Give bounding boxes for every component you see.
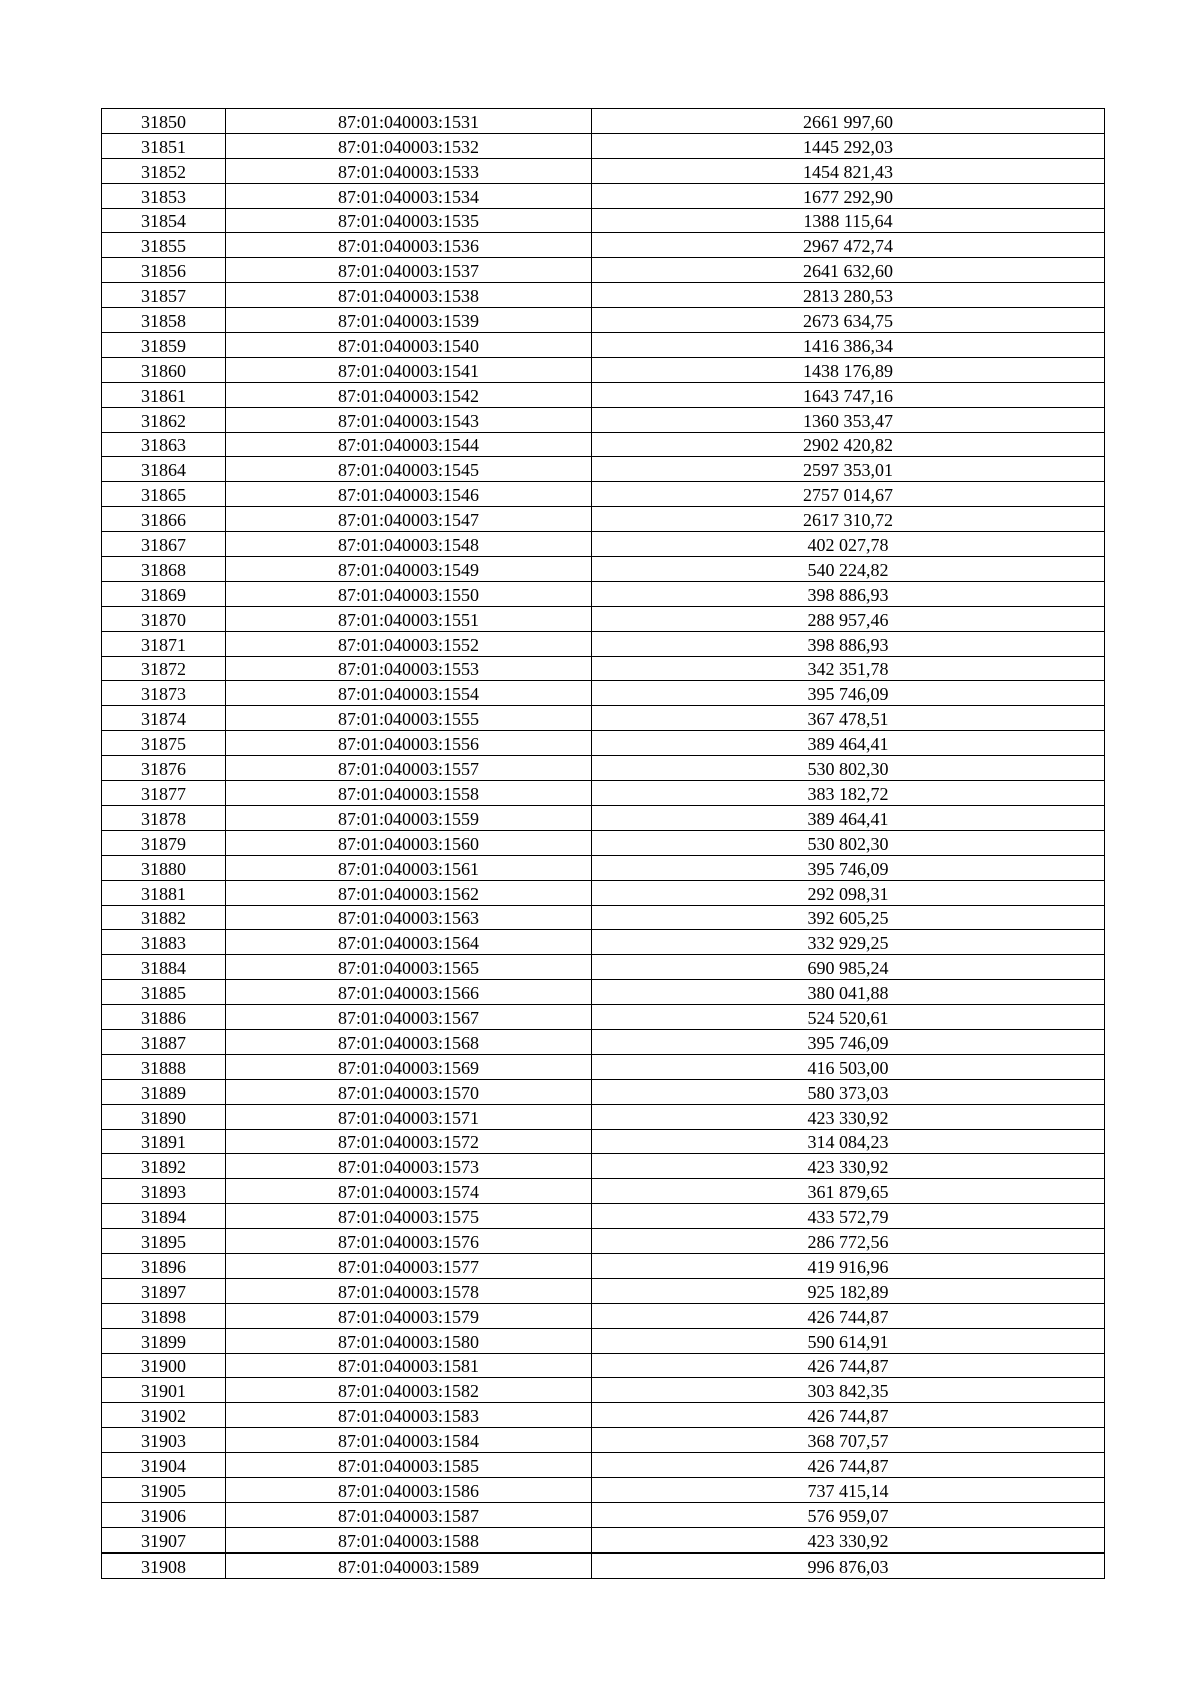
table-row — [102, 631, 1105, 656]
cadastral-value-cell: 1388 115,64 — [592, 208, 1105, 233]
table-row — [102, 781, 1105, 806]
table-row — [102, 1029, 1105, 1054]
row-number-cell: 31871 — [102, 631, 226, 656]
table-row — [102, 258, 1105, 283]
cadastral-value-cell: 1454 821,43 — [592, 158, 1105, 183]
cadastral-number-cell: 87:01:040003:1547 — [226, 507, 592, 532]
row-number-cell: 31858 — [102, 308, 226, 333]
table-row — [102, 382, 1105, 407]
row-number-cell: 31856 — [102, 258, 226, 283]
table-row — [102, 1179, 1105, 1204]
row-number-cell: 31895 — [102, 1229, 226, 1254]
row-number-cell: 31902 — [102, 1403, 226, 1428]
cadastral-number-cell: 87:01:040003:1562 — [226, 880, 592, 905]
table-row — [102, 233, 1105, 258]
cadastral-number-cell: 87:01:040003:1561 — [226, 855, 592, 880]
cadastral-value-table — [101, 108, 1105, 1579]
row-number-cell: 31873 — [102, 681, 226, 706]
cadastral-number-cell: 87:01:040003:1557 — [226, 756, 592, 781]
cadastral-number-cell: 87:01:040003:1563 — [226, 905, 592, 930]
table-row — [102, 955, 1105, 980]
row-number-cell: 31889 — [102, 1079, 226, 1104]
cadastral-number-cell: 87:01:040003:1571 — [226, 1104, 592, 1129]
row-number-cell: 31883 — [102, 930, 226, 955]
cadastral-value-cell: 303 842,35 — [592, 1378, 1105, 1403]
cadastral-value-cell: 389 464,41 — [592, 731, 1105, 756]
cadastral-number-cell: 87:01:040003:1566 — [226, 980, 592, 1005]
row-number-cell: 31855 — [102, 233, 226, 258]
cadastral-value-cell: 398 886,93 — [592, 581, 1105, 606]
cadastral-value-cell: 395 746,09 — [592, 681, 1105, 706]
table-row — [102, 706, 1105, 731]
cadastral-number-cell: 87:01:040003:1541 — [226, 357, 592, 382]
table-row — [102, 1328, 1105, 1353]
cadastral-number-cell: 87:01:040003:1588 — [226, 1527, 592, 1552]
cadastral-number-cell: 87:01:040003:1543 — [226, 407, 592, 432]
row-number-cell: 31869 — [102, 581, 226, 606]
row-number-cell: 31854 — [102, 208, 226, 233]
cadastral-value-cell: 2641 632,60 — [592, 258, 1105, 283]
cadastral-value-cell: 996 876,03 — [592, 1553, 1105, 1578]
cadastral-number-cell: 87:01:040003:1573 — [226, 1154, 592, 1179]
cadastral-number-cell: 87:01:040003:1554 — [226, 681, 592, 706]
cadastral-value-cell: 2617 310,72 — [592, 507, 1105, 532]
table-row — [102, 1303, 1105, 1328]
row-number-cell: 31861 — [102, 382, 226, 407]
cadastral-number-cell: 87:01:040003:1546 — [226, 482, 592, 507]
cadastral-number-cell: 87:01:040003:1542 — [226, 382, 592, 407]
row-number-cell: 31906 — [102, 1502, 226, 1527]
row-number-cell: 31881 — [102, 880, 226, 905]
table-row — [102, 880, 1105, 905]
table-row — [102, 606, 1105, 631]
table-row — [102, 1204, 1105, 1229]
cadastral-number-cell: 87:01:040003:1578 — [226, 1278, 592, 1303]
cadastral-value-cell: 398 886,93 — [592, 631, 1105, 656]
row-number-cell: 31887 — [102, 1029, 226, 1054]
cadastral-number-cell: 87:01:040003:1570 — [226, 1079, 592, 1104]
row-number-cell: 31892 — [102, 1154, 226, 1179]
row-number-cell: 31888 — [102, 1054, 226, 1079]
table-row — [102, 855, 1105, 880]
row-number-cell: 31886 — [102, 1005, 226, 1030]
cadastral-value-cell: 2757 014,67 — [592, 482, 1105, 507]
cadastral-number-cell: 87:01:040003:1537 — [226, 258, 592, 283]
row-number-cell: 31894 — [102, 1204, 226, 1229]
cadastral-number-cell: 87:01:040003:1575 — [226, 1204, 592, 1229]
table-row — [102, 1353, 1105, 1378]
row-number-cell: 31851 — [102, 133, 226, 158]
cadastral-value-cell: 1677 292,90 — [592, 183, 1105, 208]
cadastral-number-cell: 87:01:040003:1587 — [226, 1502, 592, 1527]
cadastral-number-cell: 87:01:040003:1576 — [226, 1229, 592, 1254]
cadastral-number-cell: 87:01:040003:1532 — [226, 133, 592, 158]
row-number-cell: 31904 — [102, 1453, 226, 1478]
table-row — [102, 333, 1105, 358]
row-number-cell: 31866 — [102, 507, 226, 532]
row-number-cell: 31852 — [102, 158, 226, 183]
cadastral-number-cell: 87:01:040003:1579 — [226, 1303, 592, 1328]
cadastral-number-cell: 87:01:040003:1536 — [226, 233, 592, 258]
row-number-cell: 31850 — [102, 109, 226, 134]
cadastral-number-cell: 87:01:040003:1553 — [226, 656, 592, 681]
cadastral-number-cell: 87:01:040003:1550 — [226, 581, 592, 606]
table-row — [102, 1502, 1105, 1527]
cadastral-value-cell: 426 744,87 — [592, 1453, 1105, 1478]
cadastral-value-cell: 524 520,61 — [592, 1005, 1105, 1030]
row-number-cell: 31899 — [102, 1328, 226, 1353]
row-number-cell: 31863 — [102, 432, 226, 457]
row-number-cell: 31868 — [102, 557, 226, 582]
cadastral-number-cell: 87:01:040003:1564 — [226, 930, 592, 955]
cadastral-number-cell: 87:01:040003:1584 — [226, 1428, 592, 1453]
row-number-cell: 31874 — [102, 706, 226, 731]
cadastral-value-cell: 288 957,46 — [592, 606, 1105, 631]
cadastral-number-cell: 87:01:040003:1538 — [226, 283, 592, 308]
cadastral-number-cell: 87:01:040003:1535 — [226, 208, 592, 233]
table-row — [102, 1403, 1105, 1428]
row-number-cell: 31865 — [102, 482, 226, 507]
table-row — [102, 1553, 1105, 1578]
row-number-cell: 31876 — [102, 756, 226, 781]
cadastral-number-cell: 87:01:040003:1539 — [226, 308, 592, 333]
table-row — [102, 905, 1105, 930]
cadastral-number-cell: 87:01:040003:1549 — [226, 557, 592, 582]
cadastral-value-cell: 1416 386,34 — [592, 333, 1105, 358]
table-row — [102, 532, 1105, 557]
cadastral-value-cell: 540 224,82 — [592, 557, 1105, 582]
cadastral-value-cell: 426 744,87 — [592, 1403, 1105, 1428]
row-number-cell: 31898 — [102, 1303, 226, 1328]
cadastral-number-cell: 87:01:040003:1583 — [226, 1403, 592, 1428]
table-row — [102, 407, 1105, 432]
cadastral-value-cell: 1445 292,03 — [592, 133, 1105, 158]
row-number-cell: 31862 — [102, 407, 226, 432]
row-number-cell: 31859 — [102, 333, 226, 358]
row-number-cell: 31901 — [102, 1378, 226, 1403]
cadastral-value-cell: 426 744,87 — [592, 1353, 1105, 1378]
cadastral-value-cell: 332 929,25 — [592, 930, 1105, 955]
cadastral-number-cell: 87:01:040003:1582 — [226, 1378, 592, 1403]
row-number-cell: 31867 — [102, 532, 226, 557]
table-row — [102, 1378, 1105, 1403]
row-number-cell: 31878 — [102, 805, 226, 830]
table-row — [102, 756, 1105, 781]
row-number-cell: 31896 — [102, 1253, 226, 1278]
cadastral-value-cell: 380 041,88 — [592, 980, 1105, 1005]
cadastral-value-cell: 925 182,89 — [592, 1278, 1105, 1303]
table-row — [102, 1229, 1105, 1254]
cadastral-value-cell: 423 330,92 — [592, 1527, 1105, 1552]
row-number-cell: 31872 — [102, 656, 226, 681]
cadastral-value-cell: 423 330,92 — [592, 1154, 1105, 1179]
row-number-cell: 31884 — [102, 955, 226, 980]
cadastral-value-cell: 292 098,31 — [592, 880, 1105, 905]
row-number-cell: 31860 — [102, 357, 226, 382]
cadastral-number-cell: 87:01:040003:1544 — [226, 432, 592, 457]
row-number-cell: 31908 — [102, 1553, 226, 1578]
row-number-cell: 31864 — [102, 457, 226, 482]
cadastral-value-cell: 2661 997,60 — [592, 109, 1105, 134]
cadastral-value-cell: 367 478,51 — [592, 706, 1105, 731]
table-body — [102, 109, 1105, 1579]
row-number-cell: 31897 — [102, 1278, 226, 1303]
table-row — [102, 656, 1105, 681]
cadastral-value-cell: 342 351,78 — [592, 656, 1105, 681]
cadastral-value-cell: 590 614,91 — [592, 1328, 1105, 1353]
cadastral-number-cell: 87:01:040003:1585 — [226, 1453, 592, 1478]
cadastral-value-cell: 1643 747,16 — [592, 382, 1105, 407]
cadastral-number-cell: 87:01:040003:1581 — [226, 1353, 592, 1378]
cadastral-number-cell: 87:01:040003:1534 — [226, 183, 592, 208]
row-number-cell: 31857 — [102, 283, 226, 308]
cadastral-value-cell: 2902 420,82 — [592, 432, 1105, 457]
row-number-cell: 31882 — [102, 905, 226, 930]
cadastral-value-cell: 2673 634,75 — [592, 308, 1105, 333]
cadastral-number-cell: 87:01:040003:1569 — [226, 1054, 592, 1079]
cadastral-value-cell: 402 027,78 — [592, 532, 1105, 557]
table-row — [102, 1054, 1105, 1079]
table-row — [102, 158, 1105, 183]
table-row — [102, 1129, 1105, 1154]
cadastral-value-cell: 392 605,25 — [592, 905, 1105, 930]
cadastral-number-cell: 87:01:040003:1574 — [226, 1179, 592, 1204]
cadastral-number-cell: 87:01:040003:1556 — [226, 731, 592, 756]
cadastral-value-cell: 389 464,41 — [592, 805, 1105, 830]
table-row — [102, 308, 1105, 333]
row-number-cell: 31870 — [102, 606, 226, 631]
table-row — [102, 183, 1105, 208]
cadastral-number-cell: 87:01:040003:1572 — [226, 1129, 592, 1154]
cadastral-number-cell: 87:01:040003:1555 — [226, 706, 592, 731]
row-number-cell: 31905 — [102, 1477, 226, 1502]
table-row — [102, 581, 1105, 606]
table-row — [102, 1005, 1105, 1030]
cadastral-value-cell: 419 916,96 — [592, 1253, 1105, 1278]
table-row — [102, 1079, 1105, 1104]
table-row — [102, 482, 1105, 507]
row-number-cell: 31853 — [102, 183, 226, 208]
cadastral-number-cell: 87:01:040003:1548 — [226, 532, 592, 557]
table-row — [102, 133, 1105, 158]
cadastral-value-cell: 395 746,09 — [592, 1029, 1105, 1054]
cadastral-value-cell: 530 802,30 — [592, 756, 1105, 781]
cadastral-number-cell: 87:01:040003:1559 — [226, 805, 592, 830]
row-number-cell: 31885 — [102, 980, 226, 1005]
cadastral-number-cell: 87:01:040003:1560 — [226, 830, 592, 855]
row-number-cell: 31903 — [102, 1428, 226, 1453]
cadastral-value-cell: 1360 353,47 — [592, 407, 1105, 432]
table-row — [102, 457, 1105, 482]
row-number-cell: 31879 — [102, 830, 226, 855]
cadastral-value-cell: 580 373,03 — [592, 1079, 1105, 1104]
cadastral-number-cell: 87:01:040003:1533 — [226, 158, 592, 183]
cadastral-number-cell: 87:01:040003:1589 — [226, 1553, 592, 1578]
table-row — [102, 1527, 1105, 1552]
table-row — [102, 980, 1105, 1005]
cadastral-value-cell: 314 084,23 — [592, 1129, 1105, 1154]
cadastral-number-cell: 87:01:040003:1552 — [226, 631, 592, 656]
cadastral-value-cell: 433 572,79 — [592, 1204, 1105, 1229]
cadastral-value-cell: 368 707,57 — [592, 1428, 1105, 1453]
cadastral-number-cell: 87:01:040003:1558 — [226, 781, 592, 806]
table-row — [102, 557, 1105, 582]
table-row — [102, 930, 1105, 955]
table-row — [102, 507, 1105, 532]
cadastral-number-cell: 87:01:040003:1531 — [226, 109, 592, 134]
table-row — [102, 432, 1105, 457]
cadastral-value-cell: 383 182,72 — [592, 781, 1105, 806]
cadastral-number-cell: 87:01:040003:1580 — [226, 1328, 592, 1353]
cadastral-value-cell: 737 415,14 — [592, 1477, 1105, 1502]
cadastral-value-cell: 286 772,56 — [592, 1229, 1105, 1254]
cadastral-value-cell: 530 802,30 — [592, 830, 1105, 855]
cadastral-value-cell: 416 503,00 — [592, 1054, 1105, 1079]
cadastral-value-cell: 423 330,92 — [592, 1104, 1105, 1129]
row-number-cell: 31893 — [102, 1179, 226, 1204]
table-row — [102, 1104, 1105, 1129]
cadastral-number-cell: 87:01:040003:1567 — [226, 1005, 592, 1030]
row-number-cell: 31877 — [102, 781, 226, 806]
table-row — [102, 830, 1105, 855]
table-row — [102, 805, 1105, 830]
table-row — [102, 681, 1105, 706]
row-number-cell: 31890 — [102, 1104, 226, 1129]
cadastral-number-cell: 87:01:040003:1551 — [226, 606, 592, 631]
cadastral-number-cell: 87:01:040003:1540 — [226, 333, 592, 358]
table-row — [102, 1253, 1105, 1278]
row-number-cell: 31907 — [102, 1527, 226, 1552]
table-row — [102, 1477, 1105, 1502]
table-row — [102, 208, 1105, 233]
cadastral-number-cell: 87:01:040003:1545 — [226, 457, 592, 482]
cadastral-value-cell: 576 959,07 — [592, 1502, 1105, 1527]
row-number-cell: 31880 — [102, 855, 226, 880]
table-row — [102, 1428, 1105, 1453]
cadastral-value-cell: 1438 176,89 — [592, 357, 1105, 382]
table-row — [102, 1154, 1105, 1179]
cadastral-number-cell: 87:01:040003:1586 — [226, 1477, 592, 1502]
row-number-cell: 31900 — [102, 1353, 226, 1378]
cadastral-number-cell: 87:01:040003:1565 — [226, 955, 592, 980]
table-row — [102, 283, 1105, 308]
cadastral-value-cell: 2597 353,01 — [592, 457, 1105, 482]
table-row — [102, 731, 1105, 756]
cadastral-number-cell: 87:01:040003:1568 — [226, 1029, 592, 1054]
cadastral-value-cell: 2813 280,53 — [592, 283, 1105, 308]
cadastral-value-cell: 426 744,87 — [592, 1303, 1105, 1328]
row-number-cell: 31891 — [102, 1129, 226, 1154]
cadastral-value-cell: 2967 472,74 — [592, 233, 1105, 258]
cadastral-number-cell: 87:01:040003:1577 — [226, 1253, 592, 1278]
table-row — [102, 1278, 1105, 1303]
table-row — [102, 109, 1105, 134]
cadastral-value-cell: 395 746,09 — [592, 855, 1105, 880]
row-number-cell: 31875 — [102, 731, 226, 756]
cadastral-value-cell: 361 879,65 — [592, 1179, 1105, 1204]
table-row — [102, 1453, 1105, 1478]
cadastral-value-cell: 690 985,24 — [592, 955, 1105, 980]
table-row — [102, 357, 1105, 382]
